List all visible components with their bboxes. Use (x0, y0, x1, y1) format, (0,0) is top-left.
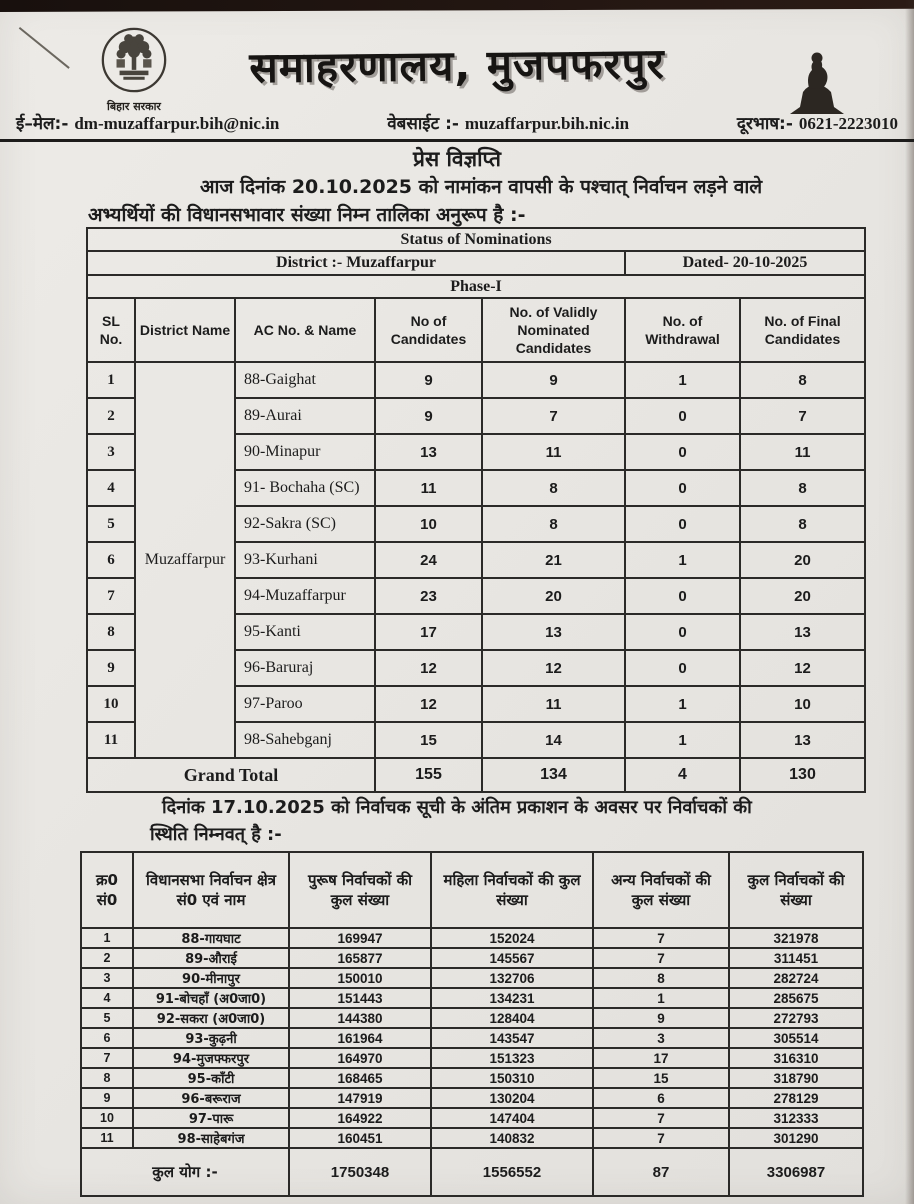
constituency-cell: 95-काँटी (133, 1068, 289, 1088)
female-electors-cell: 132706 (431, 968, 593, 988)
district-dated-row (87, 251, 865, 275)
serial-cell: 7 (81, 1048, 133, 1068)
column-header-final-candidates: No. of Final Candidates (740, 298, 865, 362)
constituency-cell: 98-साहेबगंज (133, 1128, 289, 1148)
serial-cell: 11 (81, 1128, 133, 1148)
valid-nominated-cell: 14 (482, 722, 625, 758)
female-electors-cell: 143547 (431, 1028, 593, 1048)
total-electors-cell: 301290 (729, 1128, 863, 1148)
ac-name-cell: 89-Aurai (235, 398, 375, 434)
candidates-cell: 15 (375, 722, 482, 758)
withdrawal-cell: 1 (625, 362, 740, 398)
table-row (81, 1048, 863, 1068)
final-candidates-cell: 13 (740, 722, 865, 758)
table-row (81, 968, 863, 988)
table-title-row (87, 228, 865, 251)
table-row (81, 1088, 863, 1108)
withdrawal-cell: 0 (625, 506, 740, 542)
constituency-cell: 89-औराई (133, 948, 289, 968)
final-candidates-cell: 13 (740, 614, 865, 650)
grand-total-row (87, 758, 865, 792)
candidates-cell: 9 (375, 362, 482, 398)
electors-line-2: स्थिति निम्नवत् है :- (150, 824, 282, 845)
male-electors-cell: 147919 (289, 1088, 431, 1108)
female-electors-cell: 152024 (431, 928, 593, 948)
grand-total-valid: 134 (482, 758, 625, 792)
column-header-withdrawal: No. of Withdrawal (625, 298, 740, 362)
serial-cell: 8 (81, 1068, 133, 1088)
final-candidates-cell: 8 (740, 362, 865, 398)
column-header-validly-nominated: No. of Validly Nominated Candidates (482, 298, 625, 362)
electors-paragraph (150, 794, 882, 848)
withdrawal-cell: 0 (625, 578, 740, 614)
total-other-cell: 87 (593, 1148, 729, 1196)
electors-total-label: कुल योग :- (81, 1148, 289, 1196)
header-divider (0, 139, 914, 142)
sl-cell: 11 (87, 722, 135, 758)
other-electors-cell: 7 (593, 928, 729, 948)
table-row (81, 948, 863, 968)
nominations-title: Status of Nominations (87, 228, 865, 251)
valid-nominated-cell: 8 (482, 470, 625, 506)
constituency-cell: 94-मुजफ्फरपुर (133, 1048, 289, 1068)
candidates-cell: 10 (375, 506, 482, 542)
other-electors-cell: 9 (593, 1008, 729, 1028)
final-candidates-cell: 20 (740, 542, 865, 578)
grand-total-withdrawal: 4 (625, 758, 740, 792)
candidates-cell: 9 (375, 398, 482, 434)
sl-cell: 4 (87, 470, 135, 506)
constituency-cell: 93-कुढ़नी (133, 1028, 289, 1048)
other-electors-cell: 6 (593, 1088, 729, 1108)
sl-cell: 3 (87, 434, 135, 470)
sl-cell: 2 (87, 398, 135, 434)
valid-nominated-cell: 9 (482, 362, 625, 398)
male-electors-cell: 150010 (289, 968, 431, 988)
table-row (81, 1028, 863, 1048)
sl-cell: 9 (87, 650, 135, 686)
valid-nominated-cell: 11 (482, 686, 625, 722)
phase-row (87, 275, 865, 298)
electors-total-row (81, 1148, 863, 1196)
table-row (87, 362, 865, 398)
total-male-cell: 1750348 (289, 1148, 431, 1196)
emblem-caption: बिहार सरकार (107, 100, 161, 113)
serial-cell: 3 (81, 968, 133, 988)
candidates-cell: 23 (375, 578, 482, 614)
valid-nominated-cell: 21 (482, 542, 625, 578)
contact-row (0, 111, 914, 134)
other-electors-cell: 1 (593, 988, 729, 1008)
valid-nominated-cell: 20 (482, 578, 625, 614)
phone-label: दूरभाष:- (736, 114, 793, 134)
other-electors-cell: 17 (593, 1048, 729, 1068)
male-electors-cell: 168465 (289, 1068, 431, 1088)
electors-header-row (81, 852, 863, 928)
ac-name-cell: 90-Minapur (235, 434, 375, 470)
total-all-cell: 3306987 (729, 1148, 863, 1196)
serial-cell: 1 (81, 928, 133, 948)
column-header-sl-no: SL No. (87, 298, 135, 362)
table-row (81, 1068, 863, 1088)
final-candidates-cell: 12 (740, 650, 865, 686)
table-row (81, 1108, 863, 1128)
dated-line: Dated- 20-10-2025 (625, 251, 865, 275)
ac-name-cell: 97-Paroo (235, 686, 375, 722)
female-electors-cell: 145567 (431, 948, 593, 968)
total-female-cell: 1556552 (431, 1148, 593, 1196)
intro-line-1: आज दिनांक 20.10.2025 को नामांकन वापसी के पश्चात् निर्वाचन लड़ने वाले (200, 176, 763, 198)
grand-total-candidates: 155 (375, 758, 482, 792)
male-electors-cell: 165877 (289, 948, 431, 968)
press-note-title: प्रेस विज्ञप्ति (413, 147, 501, 171)
final-candidates-cell: 8 (740, 470, 865, 506)
male-electors-cell: 164922 (289, 1108, 431, 1128)
withdrawal-cell: 0 (625, 650, 740, 686)
scan-top-edge (0, 0, 914, 12)
column-header-total-electors: कुल निर्वाचकों की संख्या (729, 852, 863, 928)
ac-name-cell: 91- Bochaha (SC) (235, 470, 375, 506)
constituency-cell: 97-पारू (133, 1108, 289, 1128)
column-header-district-name: District Name (135, 298, 235, 362)
total-electors-cell: 282724 (729, 968, 863, 988)
serial-cell: 10 (81, 1108, 133, 1128)
email-line (16, 111, 279, 134)
sl-cell: 1 (87, 362, 135, 398)
sl-cell: 6 (87, 542, 135, 578)
other-electors-cell: 7 (593, 1128, 729, 1148)
constituency-cell: 88-गायघाट (133, 928, 289, 948)
valid-nominated-cell: 12 (482, 650, 625, 686)
other-electors-cell: 15 (593, 1068, 729, 1088)
serial-cell: 5 (81, 1008, 133, 1028)
female-electors-cell: 151323 (431, 1048, 593, 1068)
male-electors-cell: 144380 (289, 1008, 431, 1028)
column-header-male-electors: पुरूष निर्वाचकों की कुल संख्या (289, 852, 431, 928)
column-header-female-electors: महिला निर्वाचकों की कुल संख्या (431, 852, 593, 928)
final-candidates-cell: 8 (740, 506, 865, 542)
other-electors-cell: 8 (593, 968, 729, 988)
female-electors-cell: 147404 (431, 1108, 593, 1128)
withdrawal-cell: 1 (625, 686, 740, 722)
total-electors-cell: 316310 (729, 1048, 863, 1068)
withdrawal-cell: 0 (625, 398, 740, 434)
total-electors-cell: 318790 (729, 1068, 863, 1088)
intro-line-2: अभ्यर्थियों की विधानसभावार संख्या निम्न तालिका अनुरूप है :- (88, 204, 526, 226)
column-header-ac-no-name: AC No. & Name (235, 298, 375, 362)
sl-cell: 5 (87, 506, 135, 542)
email-label: ई–मेल:- (16, 114, 69, 134)
column-header-constituency: विधानसभा निर्वाचन क्षेत्र सं0 एवं नाम (133, 852, 289, 928)
electors-line-1: दिनांक 17.10.2025 को निर्वाचक सूची के अंतिम प्रकाशन के अवसर पर निर्वाचकों की (162, 797, 752, 818)
withdrawal-cell: 1 (625, 722, 740, 758)
district-name-cell: Muzaffarpur (135, 362, 235, 758)
candidates-cell: 24 (375, 542, 482, 578)
female-electors-cell: 150310 (431, 1068, 593, 1088)
female-electors-cell: 140832 (431, 1128, 593, 1148)
column-header-candidates: No of Candidates (375, 298, 482, 362)
withdrawal-cell: 1 (625, 542, 740, 578)
valid-nominated-cell: 7 (482, 398, 625, 434)
total-electors-cell: 278129 (729, 1088, 863, 1108)
constituency-cell: 92-सकरा (अ0जा0) (133, 1008, 289, 1028)
serial-cell: 9 (81, 1088, 133, 1108)
column-header-row (87, 298, 865, 362)
grand-total-label: Grand Total (87, 758, 375, 792)
bihar-government-tree-emblem-icon (96, 22, 172, 98)
table-row (81, 1008, 863, 1028)
ac-name-cell: 93-Kurhani (235, 542, 375, 578)
email-value: dm-muzaffarpur.bih@nic.in (74, 114, 280, 133)
candidates-cell: 11 (375, 470, 482, 506)
ac-name-cell: 95-Kanti (235, 614, 375, 650)
ac-name-cell: 98-Sahebganj (235, 722, 375, 758)
other-electors-cell: 3 (593, 1028, 729, 1048)
total-electors-cell: 305514 (729, 1028, 863, 1048)
other-electors-cell: 7 (593, 948, 729, 968)
scan-right-edge (905, 0, 914, 1204)
column-header-other-electors: अन्य निर्वाचकों की कुल संख्या (593, 852, 729, 928)
total-electors-cell: 285675 (729, 988, 863, 1008)
candidates-cell: 12 (375, 686, 482, 722)
male-electors-cell: 160451 (289, 1128, 431, 1148)
website-value: muzaffarpur.bih.nic.in (464, 114, 630, 133)
candidates-cell: 13 (375, 434, 482, 470)
electors-table (80, 851, 864, 1197)
serial-cell: 4 (81, 988, 133, 1008)
withdrawal-cell: 0 (625, 614, 740, 650)
grand-total-final: 130 (740, 758, 865, 792)
sl-cell: 7 (87, 578, 135, 614)
ac-name-cell: 88-Gaighat (235, 362, 375, 398)
total-electors-cell: 272793 (729, 1008, 863, 1028)
valid-nominated-cell: 13 (482, 614, 625, 650)
final-candidates-cell: 10 (740, 686, 865, 722)
ac-name-cell: 94-Muzaffarpur (235, 578, 375, 614)
phone-line (737, 111, 898, 134)
total-electors-cell: 312333 (729, 1108, 863, 1128)
table-row (81, 1128, 863, 1148)
intro-paragraph (88, 173, 866, 229)
column-header-serial: क्र0 सं0 (81, 852, 133, 928)
table-row (81, 928, 863, 948)
constituency-cell: 96-बरूराज (133, 1088, 289, 1108)
valid-nominated-cell: 11 (482, 434, 625, 470)
total-electors-cell: 311451 (729, 948, 863, 968)
candidates-cell: 12 (375, 650, 482, 686)
org-title: समाहरणालय, मुजपफरपुर (249, 38, 665, 93)
other-electors-cell: 7 (593, 1108, 729, 1128)
website-label: वेबसाईट :- (387, 114, 459, 134)
female-electors-cell: 128404 (431, 1008, 593, 1028)
final-candidates-cell: 20 (740, 578, 865, 614)
female-electors-cell: 130204 (431, 1088, 593, 1108)
final-candidates-cell: 7 (740, 398, 865, 434)
crease-line (19, 27, 70, 69)
valid-nominated-cell: 8 (482, 506, 625, 542)
final-candidates-cell: 11 (740, 434, 865, 470)
constituency-cell: 91-बोचहाँ (अ0जा0) (133, 988, 289, 1008)
male-electors-cell: 164970 (289, 1048, 431, 1068)
sl-cell: 8 (87, 614, 135, 650)
phase-line: Phase-I (87, 275, 865, 298)
phone-value: 0621-2223010 (798, 114, 898, 133)
serial-cell: 2 (81, 948, 133, 968)
total-electors-cell: 321978 (729, 928, 863, 948)
district-line: District :- Muzaffarpur (87, 251, 625, 275)
ac-name-cell: 92-Sakra (SC) (235, 506, 375, 542)
serial-cell: 6 (81, 1028, 133, 1048)
bihar-government-emblem (78, 22, 190, 114)
candidates-cell: 17 (375, 614, 482, 650)
male-electors-cell: 151443 (289, 988, 431, 1008)
male-electors-cell: 161964 (289, 1028, 431, 1048)
withdrawal-cell: 0 (625, 434, 740, 470)
withdrawal-cell: 0 (625, 470, 740, 506)
website-line (387, 111, 629, 134)
sl-cell: 10 (87, 686, 135, 722)
table-row (81, 988, 863, 1008)
ac-name-cell: 96-Baruraj (235, 650, 375, 686)
male-electors-cell: 169947 (289, 928, 431, 948)
female-electors-cell: 134231 (431, 988, 593, 1008)
constituency-cell: 90-मीनापुर (133, 968, 289, 988)
nominations-table (86, 227, 866, 793)
